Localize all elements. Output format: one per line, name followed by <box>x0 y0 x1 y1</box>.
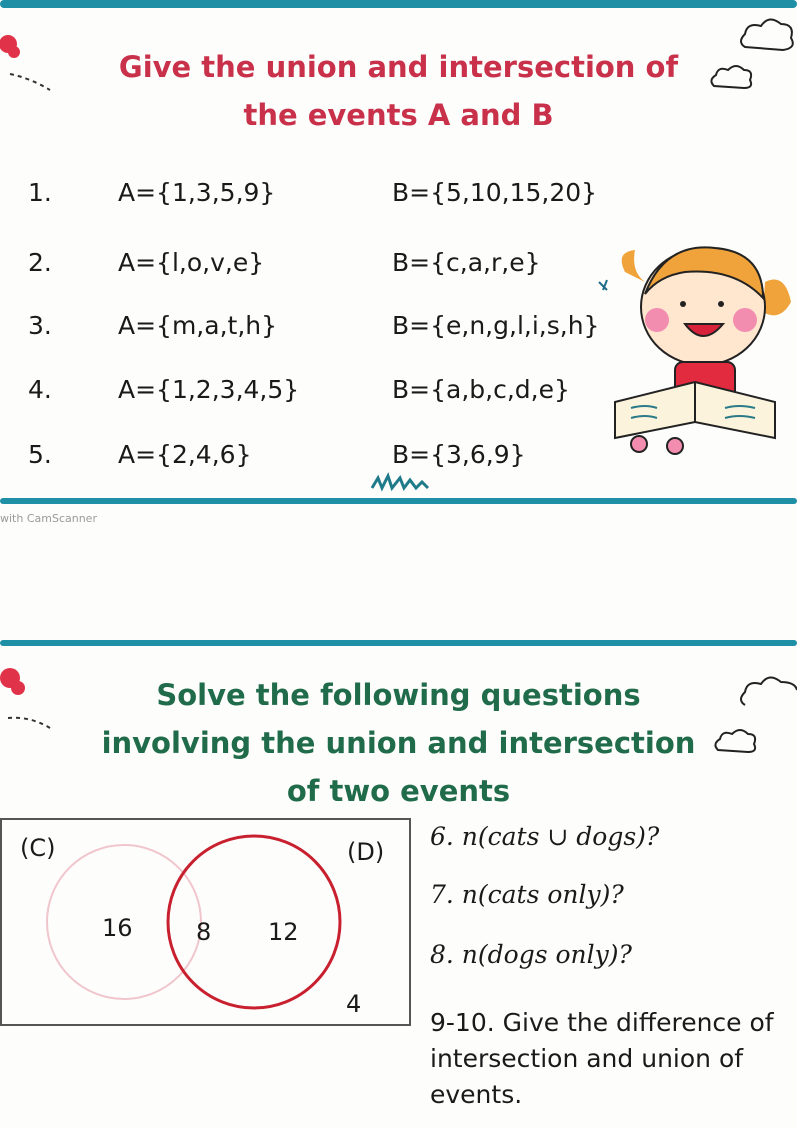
section1-title-line1: Give the union and intersection of <box>118 50 679 84</box>
problem-number: 2. <box>28 248 52 277</box>
venn-outside-count: 4 <box>346 990 362 1018</box>
problem-number: 4. <box>28 375 52 404</box>
set-a: A={1,2,3,4,5} <box>118 375 300 404</box>
set-a: A={2,4,6} <box>118 440 252 469</box>
question-8: 8. n(dogs only)? <box>430 940 632 969</box>
venn-dogs-only-count: 12 <box>268 918 299 946</box>
venn-intersection-count: 8 <box>196 918 212 946</box>
set-a: A={m,a,t,h} <box>118 311 278 340</box>
set-a: A={l,o,v,e} <box>118 248 265 277</box>
section1-bottom-bar <box>0 498 797 504</box>
section1-title-line2: the events A and B <box>243 98 554 132</box>
venn-cats-only-count: 16 <box>102 914 133 942</box>
scanner-watermark: with CamScanner <box>0 512 97 525</box>
problem-row <box>0 178 797 222</box>
circle-dogs <box>168 836 340 1008</box>
set-b: B={e,n,g,l,i,s,h} <box>392 311 600 340</box>
problem-number: 1. <box>28 178 52 207</box>
girl-reading-illustration <box>595 232 797 464</box>
question-6: 6. n(cats ∪ dogs)? <box>430 822 660 851</box>
problem-number: 5. <box>28 440 52 469</box>
question-7: 7. n(cats only)? <box>430 880 624 909</box>
set-b: B={5,10,15,20} <box>392 178 598 207</box>
set-a: A={1,3,5,9} <box>118 178 276 207</box>
section2-top-bar <box>0 640 797 646</box>
section2-title-line3: of two events <box>286 774 511 808</box>
question-9-10-line3: events. <box>430 1080 523 1109</box>
section2-title-line1: Solve the following questions <box>156 678 641 712</box>
set-b: B={3,6,9} <box>392 440 526 469</box>
question-9-10-line1: 9-10. Give the difference of <box>430 1008 774 1037</box>
set-b: B={a,b,c,d,e} <box>392 375 570 404</box>
problem-number: 3. <box>28 311 52 340</box>
question-9-10-line2: intersection and union of <box>430 1044 744 1073</box>
section2-title-line2: involving the union and intersection <box>101 726 696 760</box>
set-b: B={c,a,r,e} <box>392 248 541 277</box>
grass-doodle-icon <box>370 472 430 492</box>
venn-label-c: (C) <box>20 834 56 862</box>
venn-label-d: (D) <box>347 838 385 866</box>
top-divider-bar <box>0 0 797 8</box>
